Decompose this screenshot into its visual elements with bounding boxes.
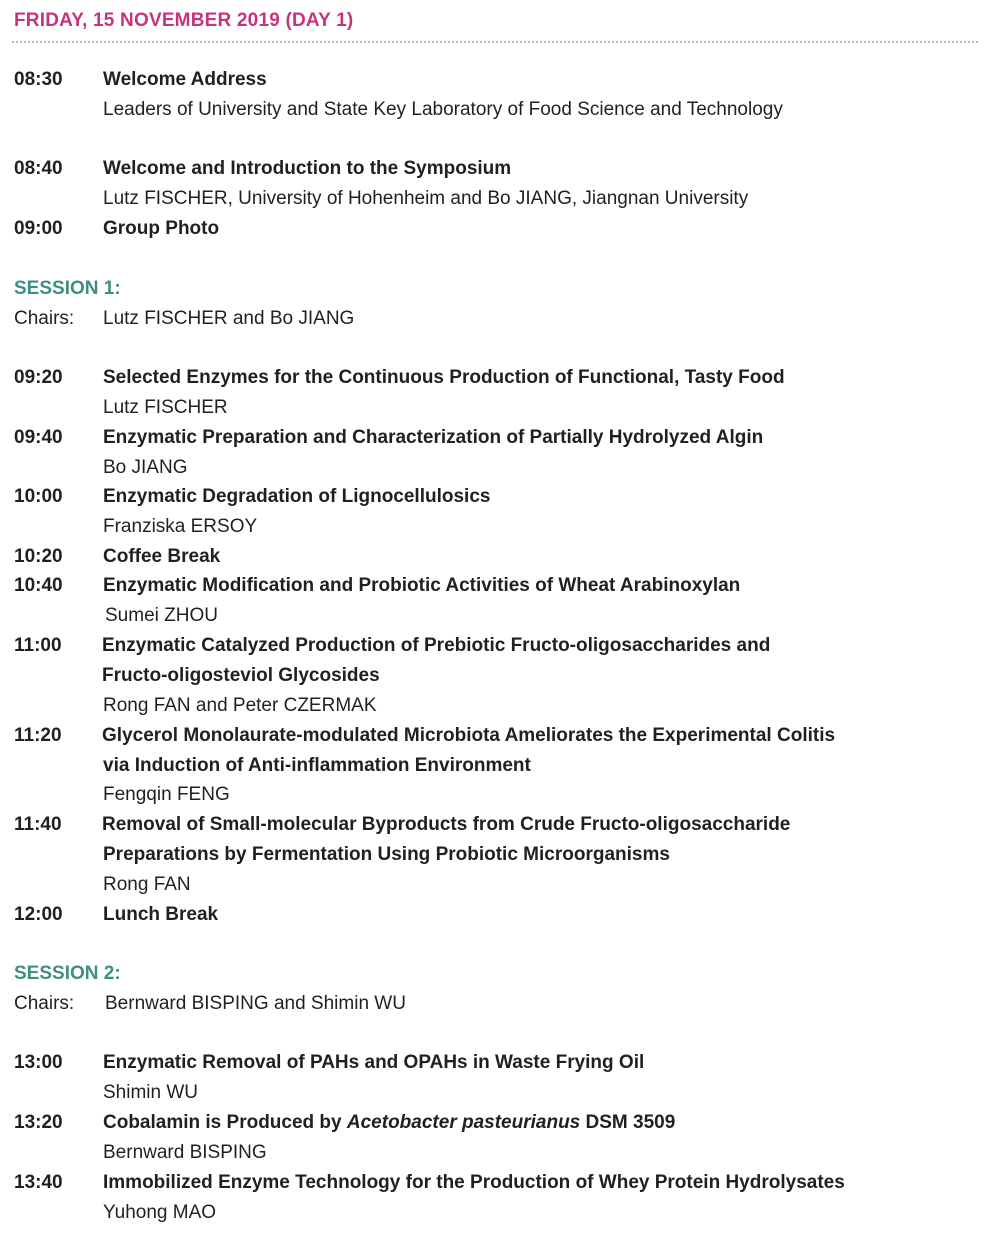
talk-title: Enzymatic Removal of PAHs and OPAHs in Waste Frying Oil bbox=[103, 1052, 645, 1073]
speaker: Bo JIANG bbox=[103, 457, 188, 478]
schedule-subrow bbox=[0, 661, 992, 691]
schedule-row bbox=[0, 721, 992, 751]
speaker: Bernward BISPING bbox=[103, 1142, 267, 1163]
speaker: Fengqin FENG bbox=[103, 784, 230, 805]
title-part: Cobalamin is Produced by bbox=[103, 1112, 347, 1133]
schedule-subrow bbox=[0, 870, 992, 900]
schedule-row bbox=[0, 571, 992, 601]
schedule-row bbox=[0, 631, 992, 661]
time: 09:40 bbox=[14, 427, 63, 448]
schedule-subrow bbox=[0, 1138, 992, 1168]
chairs-row bbox=[0, 989, 992, 1019]
speaker: Shimin WU bbox=[103, 1082, 199, 1103]
chairs-row bbox=[0, 304, 992, 334]
schedule-row bbox=[0, 154, 992, 184]
talk-title-continued: via Induction of Anti-inflammation Environment bbox=[103, 755, 531, 776]
time: 13:40 bbox=[14, 1172, 63, 1193]
schedule-subrow bbox=[0, 1198, 992, 1228]
species-name: Acetobacter pasteurianus bbox=[346, 1112, 581, 1133]
speaker: Rong FAN bbox=[103, 874, 191, 895]
talk-title: Enzymatic Modification and Probiotic Activities of Wheat Arabinoxylan bbox=[103, 575, 741, 596]
schedule-row bbox=[0, 810, 992, 840]
talk-title: Welcome and Introduction to the Symposium bbox=[103, 158, 512, 179]
chairs-names: Bernward BISPING and Shimin WU bbox=[105, 993, 406, 1014]
time: 08:30 bbox=[14, 69, 63, 90]
schedule-subrow bbox=[0, 780, 992, 810]
time: 13:00 bbox=[14, 1052, 63, 1073]
schedule-row bbox=[0, 542, 992, 572]
talk-title: Enzymatic Catalyzed Production of Prebiotic Fructo-oligosaccharides and bbox=[102, 635, 771, 656]
title-part: DSM 3509 bbox=[580, 1112, 676, 1133]
time: 09:00 bbox=[14, 218, 63, 239]
schedule-row bbox=[0, 363, 992, 393]
schedule-row bbox=[0, 65, 992, 95]
speaker: Yuhong MAO bbox=[103, 1202, 217, 1223]
talk-title: Group Photo bbox=[103, 218, 220, 239]
talk-title: Enzymatic Preparation and Characterization of Partially Hydrolyzed Algin bbox=[103, 427, 764, 448]
speaker: Lutz FISCHER, University of Hohenheim and Bo JIANG, Jiangnan University bbox=[103, 188, 749, 209]
talk-title: Glycerol Monolaurate-modulated Microbiota Ameliorates the Experimental Colitis bbox=[102, 725, 836, 746]
chairs-label: Chairs: bbox=[14, 308, 75, 329]
schedule-row bbox=[0, 900, 992, 930]
talk-title: Immobilized Enzyme Technology for the Production of Whey Protein Hydrolysates bbox=[103, 1172, 845, 1193]
session-heading: SESSION 1: bbox=[14, 278, 121, 299]
talk-title: Removal of Small-molecular Byproducts from Crude Fructo-oligosaccharide bbox=[102, 814, 791, 835]
time: 09:20 bbox=[14, 367, 63, 388]
chairs-names: Lutz FISCHER and Bo JIANG bbox=[103, 308, 355, 329]
session-heading: SESSION 2: bbox=[14, 963, 121, 984]
speaker: Lutz FISCHER bbox=[103, 397, 228, 418]
schedule-subrow bbox=[0, 184, 992, 214]
schedule-row bbox=[0, 1108, 992, 1138]
schedule-row bbox=[0, 423, 992, 453]
dotted-divider bbox=[12, 41, 978, 43]
chairs-label: Chairs: bbox=[14, 993, 75, 1014]
day-header: FRIDAY, 15 NOVEMBER 2019 (DAY 1) bbox=[14, 10, 354, 31]
break-title: Coffee Break bbox=[103, 546, 221, 567]
schedule-row bbox=[0, 1168, 992, 1198]
speaker: Rong FAN and Peter CZERMAK bbox=[103, 695, 377, 716]
talk-title: Welcome Address bbox=[103, 69, 267, 90]
schedule-row bbox=[0, 482, 992, 512]
speaker: Sumei ZHOU bbox=[105, 605, 218, 626]
time: 10:40 bbox=[14, 575, 63, 596]
time: 10:00 bbox=[14, 486, 63, 507]
schedule-subrow bbox=[0, 751, 992, 781]
schedule-subrow bbox=[0, 601, 992, 631]
talk-title: Enzymatic Degradation of Lignocellulosics bbox=[103, 486, 491, 507]
schedule-row bbox=[0, 1048, 992, 1078]
schedule-subrow bbox=[0, 393, 992, 423]
talk-title-continued: Preparations by Fermentation Using Probiotic Microorganisms bbox=[103, 844, 670, 865]
schedule-subrow bbox=[0, 453, 992, 483]
schedule-subrow bbox=[0, 512, 992, 542]
schedule-subrow bbox=[0, 840, 992, 870]
schedule-row bbox=[0, 214, 992, 244]
schedule-subrow bbox=[0, 691, 992, 721]
time: 11:40 bbox=[14, 814, 62, 835]
speaker: Franziska ERSOY bbox=[103, 516, 258, 537]
break-title: Lunch Break bbox=[103, 904, 219, 925]
time: 12:00 bbox=[14, 904, 63, 925]
schedule-subrow bbox=[0, 1078, 992, 1108]
time: 10:20 bbox=[14, 546, 63, 567]
time: 11:20 bbox=[14, 725, 62, 746]
talk-title bbox=[103, 1108, 675, 1138]
talk-title-continued: Fructo-oligosteviol Glycosides bbox=[102, 665, 380, 686]
schedule-subrow bbox=[0, 95, 992, 125]
time: 11:00 bbox=[14, 635, 62, 656]
speaker: Leaders of University and State Key Laboratory of Food Science and Technology bbox=[103, 99, 783, 120]
time: 08:40 bbox=[14, 158, 63, 179]
time: 13:20 bbox=[14, 1112, 63, 1133]
talk-title: Selected Enzymes for the Continuous Production of Functional, Tasty Food bbox=[103, 367, 785, 388]
